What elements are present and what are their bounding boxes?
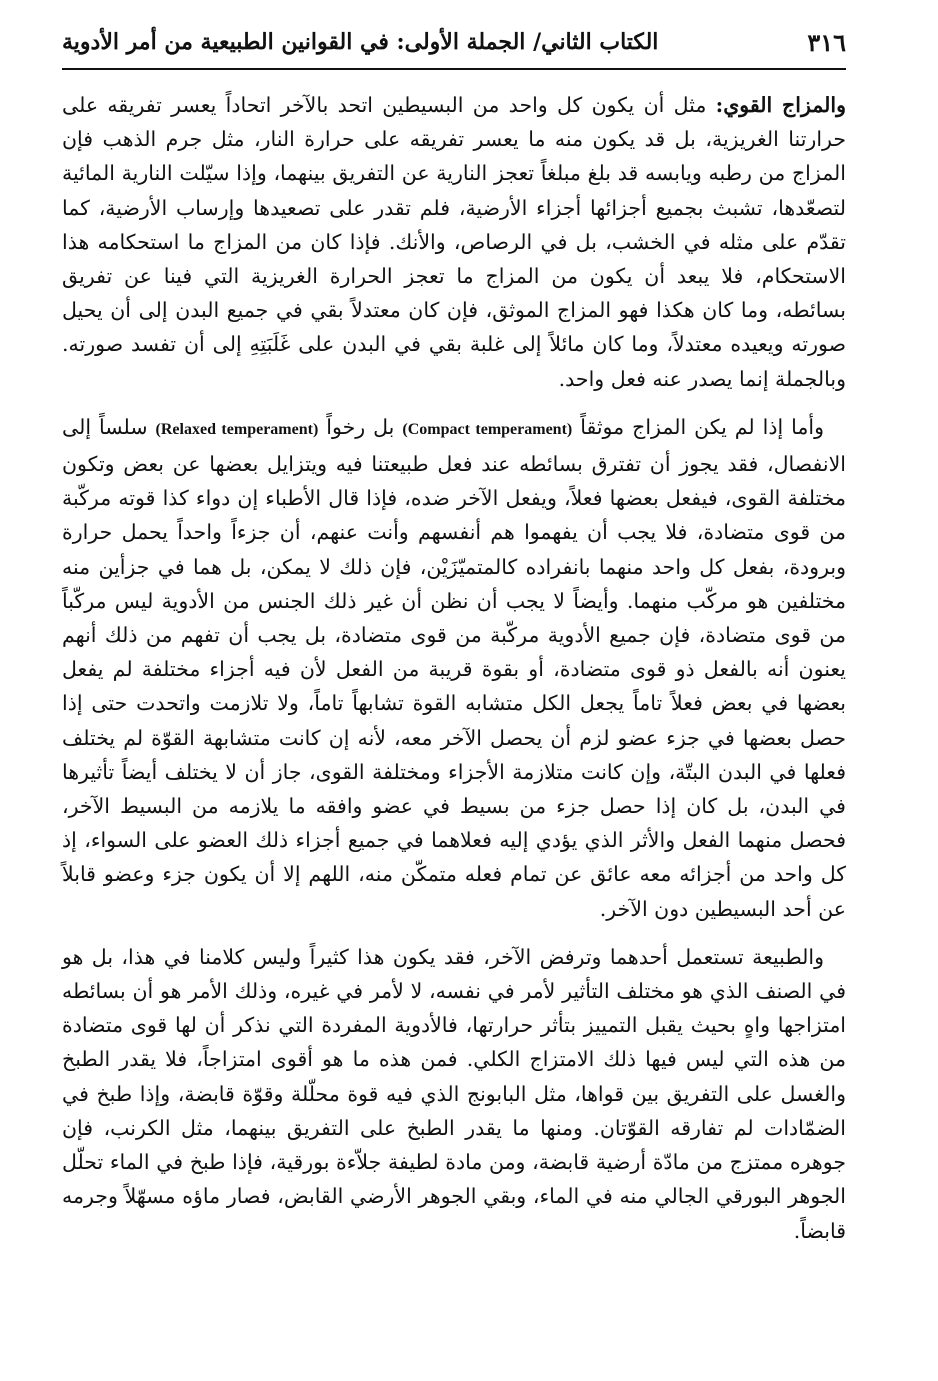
latin-term-compact: (Compact temperament) — [402, 420, 573, 438]
latin-term-relaxed: (Relaxed temperament) — [155, 420, 319, 438]
paragraph-1 — [62, 88, 846, 396]
paragraph-1-text: مثل أن يكون كل واحد من البسيطين اتحد بالآخر اتحاداً يعسر تفريقه على حرارتنا الغريزية، بل قد يكون منه ما يعسر تفريقه على حرارة النار، مثل جرم الذهب فإن المزاج من رطبه ويابسه قد بلغ مبلغاً تعجز النارية عن التفريق بينهما، وإذا سيّلت النارية المائية لتصعّدها، تشبث بجميع أجزائها أجزاء الأرضية، فلم تقدر على تصعيدها وإرساب الأرضية، كما تقدّم على مثله في الخشب، بل في الرصاص، والأنك. فإذا كان من المزاج ما استحكامه هذا الاستحكام، فلا يبعد أن يكون من المزاج ما تعجز الحرارة الغريزية التي فينا عن تفريق بسائطه، وما كان هكذا فهو المزاج الموثق، فإن كان معتدلاً بقي في جميع البدن إلى أن يحيل صورته ويعيده معتدلاً، وما كان مائلاً إلى غلبة بقي في البدن على غَلَبَتِهِ إلى أن تفسد صورته. وبالجملة إنما يصدر عنه فعل واحد. — [62, 93, 846, 391]
running-title: الكتاب الثاني/ الجملة الأولى: في القوانين الطبيعية من أمر الأدوية — [62, 29, 659, 55]
running-header — [62, 22, 846, 62]
paragraph-3-text: والطبيعة تستعمل أحدهما وترفض الآخر، فقد يكون هذا كثيراً وليس كلامنا في هذا، بل هو في الصنف الذي هو مختلف التأثير لأمر في نفسه، لا لأمر في غيره، وذلك الأمر هو أن بسائطه امتزاجها واهٍ بحيث يقبل التمييز بتأثر حرارتها، فالأدوية المفردة التي نذكر أن لها قوى متضادة من هذه التي ليس فيها ذلك الامتزاج الكلي. فمن هذه ما هو أقوى امتزاجاً، فلا يقدر الطبخ والغسل على التفريق بين قواها، مثل البابونج الذي فيه قوة محلّلة وقوّة قابضة، وإذا طبخ في الضمّادات لم تفارقه القوّتان. ومنها ما يقدر الطبخ على التفريق بينهما، مثل الكرنب، فإن جوهره ممتزج من مادّة أرضية قابضة، ومن مادة لطيفة جلاّءة بورقية، فإذا طبخ في الماء تحلّل الجوهر البورقي الجالي منه في الماء، وبقي الجوهر الأرضي القابض، فصار ماؤه مسهّلاً وجرمه قابضاً. — [62, 944, 846, 1243]
paragraph-3 — [62, 940, 846, 1248]
header-rule — [62, 68, 846, 70]
paragraph-2-text-before: وأما إذا لم يكن المزاج موثقاً — [580, 414, 824, 439]
page-number: ٣١٦ — [807, 27, 846, 57]
body-text — [62, 88, 846, 1262]
paragraph-2 — [62, 410, 846, 926]
paragraph-2-text-after: سلساً إلى الانفصال، فقد يجوز أن تفترق بسائطه عند فعل طبيعتنا فيه ويتزايل بعضها عن بعض وتكون مختلفة القوى، فيفعل بعضها فعلاً، ويفعل الآخر ضده، فإذا قال الأطباء إن دواء كذا قوته مركّبة من قوى متضادة، فلا يجب أن يفهموا هم أنفسهم وأنت عنهم، أن جزءاً واحداً يحمل حرارة وبرودة، بفعل كل واحد منهما بانفراده كالمتميّزَيْن، فإن ذلك لا يمكن، بل هما في جزأين منه مختلفين هو مركّب منهما. وأيضاً لا يجب أن نظن أن غير ذلك الجنس من الأدوية ليس مركّباً من قوى متضادة، فإن جميع الأدوية مركّبة من قوى متضادة، بل يجب أن تفهم من ذلك أنهم يعنون أنه بالفعل ذو قوى متضادة، أو بقوة قريبة من الفعل لأن فيه أجزاء مختلفة لم يفعل بعضها في بعض فعلاً تاماً يجعل الكل متشابه القوة تشابهاً تاماً، ولا تلازمت واتحدت حتى إذا حصل بعضها في جزء عضو لزم أن يحصل الآخر معه، لأنه إن كانت متشابهة القوّة لم يختلف فعلها في البدن البتّة، وإن كانت متلازمة الأجزاء ومختلفة القوى، جاز أن لا يختلف أيضاً تأثيرها في البدن، بل كان إذا حصل جزء من بسيط في عضو وافقه ما يلازمه من البسيط الآخر، فحصل منهما الفعل والأثر الذي يؤدي إليه فعلاهما في جميع أجزاء ذلك العضو على السواء، إذ كل واحد من أجزائه معه عائق عن تمام فعله متمكّن منه، اللهم إلا أن يكون جزء وعضو قابلاً عن أحد البسيطين دون الآخر. — [62, 414, 846, 921]
lead-term: والمزاج القوي: — [715, 93, 846, 117]
paragraph-2-text-middle: بل رخواً — [326, 414, 395, 439]
